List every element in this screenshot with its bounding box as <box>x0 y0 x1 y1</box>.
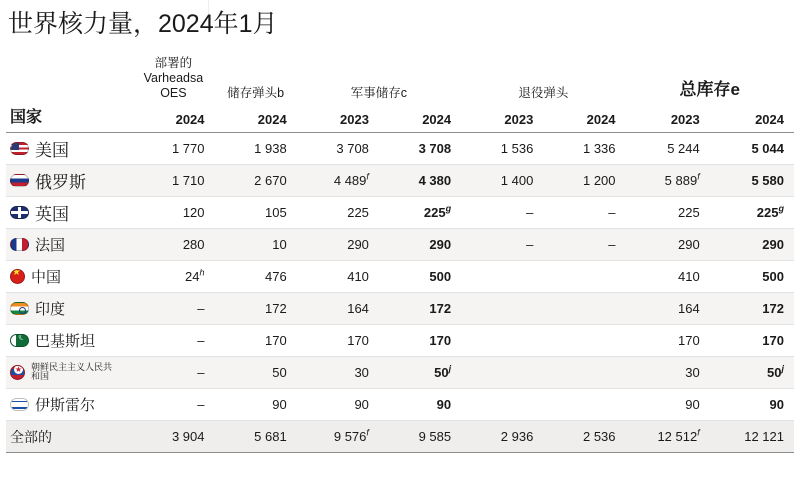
year-military-2023: 2023 <box>297 104 379 133</box>
value-cell-stored: 476 <box>215 261 297 293</box>
value-cell-stored: 90 <box>215 389 297 421</box>
value-cell-tot2024: 225$^g$ <box>710 197 794 229</box>
value-cell-tot2024: 50$^j$ <box>710 357 794 389</box>
year-retired-2023: 2023 <box>461 104 543 133</box>
country-flag-icon <box>10 365 25 380</box>
footnote-marker: j <box>448 363 452 374</box>
group-military-stockpile: 军事储存c <box>350 85 408 100</box>
value-cell-tot2023: 410 <box>626 261 710 293</box>
footnote-marker: f <box>366 427 369 438</box>
value-cell-deployed: – <box>132 325 214 357</box>
value-cell-stored: 10 <box>215 229 297 261</box>
group-header-row <box>6 56 794 104</box>
table-row <box>6 357 794 389</box>
footnote-marker: f <box>697 171 700 182</box>
value-cell-mil2023: 170 <box>297 325 379 357</box>
value-cell-mil2023: 30 <box>297 357 379 389</box>
value-cell-tot2024: 90 <box>710 389 794 421</box>
value-cell-ret2023: 1 536 <box>461 133 543 165</box>
value-cell-tot2024: 5 044 <box>710 133 794 165</box>
table-row <box>6 197 794 229</box>
value-cell-ret2024 <box>543 293 625 325</box>
value-cell-mil2023: 410 <box>297 261 379 293</box>
value-cell-mil2023: 290 <box>297 229 379 261</box>
page-title: 世界核力量，2024年1月 <box>8 10 278 38</box>
value-cell-deployed: – <box>132 389 214 421</box>
value-cell-stored: 2 670 <box>215 165 297 197</box>
table-row <box>6 293 794 325</box>
year-military-2024: 2024 <box>379 104 461 133</box>
country-name: 法国 <box>35 237 66 255</box>
table-row <box>6 165 794 197</box>
group-total-inventory: 总库存e <box>679 80 740 100</box>
group-retired: 退役弹头 <box>518 85 569 100</box>
value-cell-mil2023: 3 708 <box>297 133 379 165</box>
footnote-marker: j <box>781 363 784 374</box>
value-cell-ret2024: 1 200 <box>543 165 625 197</box>
scan-artifact <box>208 0 209 30</box>
country-name: 中国 <box>31 269 62 287</box>
value-cell-ret2024 <box>543 389 625 421</box>
country-name: 俄罗斯 <box>35 173 86 193</box>
value-cell-ret2023 <box>461 261 543 293</box>
country-name: 英国 <box>35 205 69 225</box>
country-flag-icon <box>10 206 29 219</box>
footnote-marker: f <box>366 171 369 182</box>
year-retired-2024: 2024 <box>543 104 625 133</box>
value-cell-deployed: 1 770 <box>132 133 214 165</box>
nuclear-forces-table <box>6 56 794 453</box>
value-cell-mil2024: 500 <box>379 261 461 293</box>
total-cell-deployed: 3 904 <box>132 421 214 453</box>
value-cell-mil2023: 90 <box>297 389 379 421</box>
total-cell-ret2023: 2 936 <box>461 421 543 453</box>
country-flag-icon <box>10 142 29 155</box>
country-name: 印度 <box>35 301 66 319</box>
value-cell-deployed: 280 <box>132 229 214 261</box>
country-name: 伊斯雷尔 <box>35 397 96 415</box>
value-cell-stored: 172 <box>215 293 297 325</box>
value-cell-mil2024: 290 <box>379 229 461 261</box>
country-cell <box>6 133 132 165</box>
value-cell-ret2024: 1 336 <box>543 133 625 165</box>
value-cell-tot2024: 5 580 <box>710 165 794 197</box>
footnote-marker: h <box>199 267 205 278</box>
value-cell-stored: 1 938 <box>215 133 297 165</box>
value-cell-tot2024: 172 <box>710 293 794 325</box>
country-cell <box>6 293 132 325</box>
value-cell-ret2024 <box>543 325 625 357</box>
table-row <box>6 389 794 421</box>
country-cell <box>6 261 132 293</box>
value-cell-mil2024: 172 <box>379 293 461 325</box>
value-cell-ret2023 <box>461 357 543 389</box>
country-cell <box>6 197 132 229</box>
value-cell-deployed: – <box>132 293 214 325</box>
value-cell-tot2024: 170 <box>710 325 794 357</box>
year-stored-2024: 2024 <box>215 104 297 133</box>
group-stored: 储存弹头b <box>227 85 285 100</box>
value-cell-mil2024: 170 <box>379 325 461 357</box>
footnote-marker: g <box>778 203 784 214</box>
table-body <box>6 133 794 453</box>
value-cell-ret2023: – <box>461 197 543 229</box>
value-cell-ret2024 <box>543 357 625 389</box>
value-cell-mil2024: 90 <box>379 389 461 421</box>
value-cell-tot2023: 170 <box>626 325 710 357</box>
value-cell-tot2023: 290 <box>626 229 710 261</box>
country-flag-icon <box>10 398 29 411</box>
total-label: 全部的 <box>6 421 132 453</box>
value-cell-mil2023: 225 <box>297 197 379 229</box>
total-cell-tot2023: 12 512$^f$ <box>626 421 710 453</box>
header-country-label: 国家 <box>6 104 132 133</box>
country-flag-icon <box>10 238 29 251</box>
value-cell-ret2023: 1 400 <box>461 165 543 197</box>
country-flag-icon <box>10 334 29 347</box>
country-name: 美国 <box>35 141 69 161</box>
year-total-2023: 2023 <box>626 104 710 133</box>
value-cell-mil2023: 164 <box>297 293 379 325</box>
value-cell-tot2024: 500 <box>710 261 794 293</box>
value-cell-mil2023: 4 489$^f$ <box>297 165 379 197</box>
year-deployed-2024: 2024 <box>132 104 214 133</box>
country-flag-icon <box>10 269 25 284</box>
total-cell-mil2024: 9 585 <box>379 421 461 453</box>
country-cell <box>6 325 132 357</box>
total-cell-tot2024: 12 121 <box>710 421 794 453</box>
country-cell <box>6 357 132 389</box>
value-cell-deployed: 24$^h$ <box>132 261 214 293</box>
value-cell-deployed: 120 <box>132 197 214 229</box>
footnote-marker: g <box>445 203 452 214</box>
value-cell-stored: 105 <box>215 197 297 229</box>
table-header <box>6 56 794 133</box>
country-name: 巴基斯坦 <box>35 333 96 351</box>
table-row <box>6 261 794 293</box>
value-cell-tot2023: 164 <box>626 293 710 325</box>
value-cell-tot2023: 5 889$^f$ <box>626 165 710 197</box>
value-cell-deployed: 1 710 <box>132 165 214 197</box>
value-cell-deployed: – <box>132 357 214 389</box>
value-cell-ret2023 <box>461 389 543 421</box>
value-cell-stored: 50 <box>215 357 297 389</box>
country-name: 朝鲜民主主义人民共和国 <box>31 361 113 382</box>
table-row <box>6 133 794 165</box>
value-cell-mil2024: 225$^g$ <box>379 197 461 229</box>
value-cell-ret2024 <box>543 261 625 293</box>
total-cell-stored: 5 681 <box>215 421 297 453</box>
country-flag-icon <box>10 302 29 315</box>
value-cell-stored: 170 <box>215 325 297 357</box>
value-cell-mil2024: 50$^j$ <box>379 357 461 389</box>
value-cell-tot2024: 290 <box>710 229 794 261</box>
group-deployed: 部署的 Varheadsa OES <box>143 56 204 100</box>
value-cell-mil2024: 4 380 <box>379 165 461 197</box>
value-cell-mil2024: 3 708 <box>379 133 461 165</box>
value-cell-ret2023 <box>461 325 543 357</box>
value-cell-ret2023: – <box>461 229 543 261</box>
group-header-spacer <box>6 56 132 104</box>
value-cell-tot2023: 30 <box>626 357 710 389</box>
value-cell-ret2024: – <box>543 229 625 261</box>
footnote-marker: f <box>697 427 700 438</box>
table-row <box>6 325 794 357</box>
value-cell-ret2023 <box>461 293 543 325</box>
year-header-row <box>6 104 794 133</box>
value-cell-tot2023: 225 <box>626 197 710 229</box>
table-row <box>6 229 794 261</box>
country-cell <box>6 165 132 197</box>
total-cell-mil2023: 9 576$^f$ <box>297 421 379 453</box>
value-cell-ret2024: – <box>543 197 625 229</box>
country-cell <box>6 389 132 421</box>
total-cell-ret2024: 2 536 <box>543 421 625 453</box>
country-flag-icon <box>10 174 29 187</box>
value-cell-tot2023: 90 <box>626 389 710 421</box>
table-total-row <box>6 421 794 453</box>
year-total-2024: 2024 <box>710 104 794 133</box>
country-cell <box>6 229 132 261</box>
value-cell-tot2023: 5 244 <box>626 133 710 165</box>
